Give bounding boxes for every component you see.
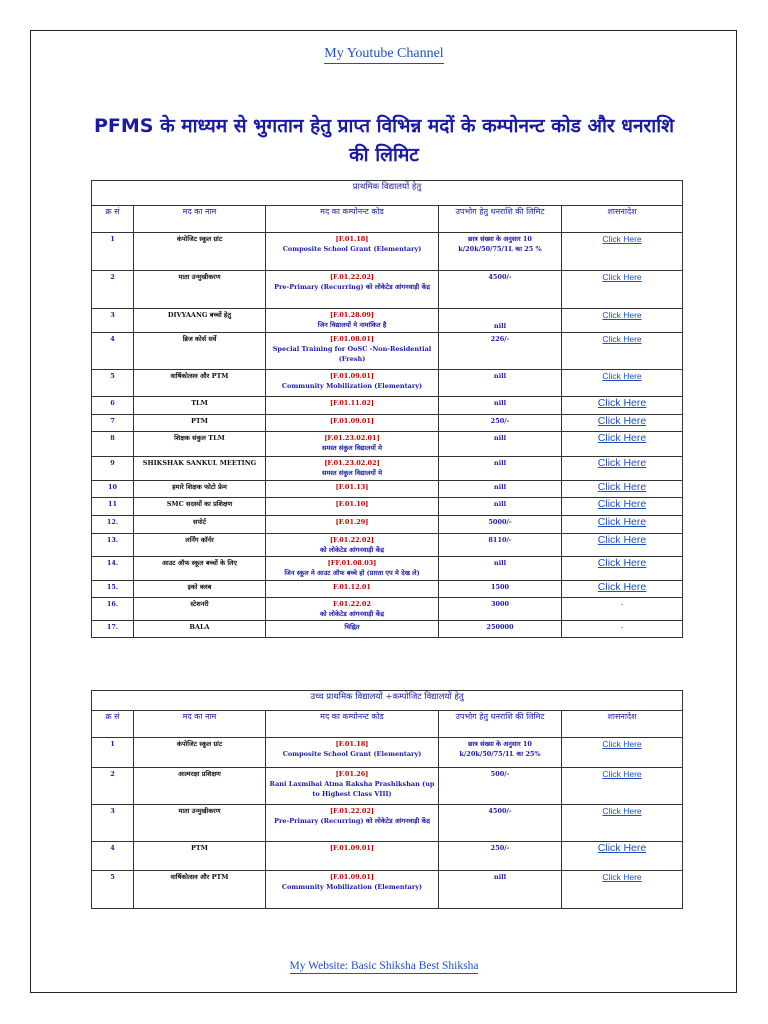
row-serial-number: 5 [92, 370, 134, 397]
col-header-component-code: मद का कम्पोनन्ट कोड [266, 711, 439, 738]
row-component-cell [266, 842, 439, 871]
row-serial-number: 17. [92, 621, 134, 638]
row-component-description: Community Mobilization (Elementary) [281, 382, 423, 390]
row-serial-number: 15. [92, 581, 134, 598]
click-here-link[interactable]: Click Here [602, 371, 642, 381]
table-row [92, 233, 683, 271]
row-serial-number: 16. [92, 598, 134, 621]
table-caption: प्राथमिक विद्यालयों हेतु [92, 181, 683, 206]
row-limit: nill [439, 457, 562, 481]
row-item-name: SHIKSHAK SANKUL MEETING [134, 457, 266, 481]
row-limit: 500/- [439, 768, 562, 805]
row-govt-order-cell [562, 309, 683, 333]
row-component-code: F.01.22.02 [333, 600, 371, 608]
row-govt-order-cell [562, 534, 683, 557]
row-govt-order-cell [562, 397, 683, 415]
click-here-link[interactable]: Click Here [597, 557, 647, 569]
row-govt-order-cell [562, 271, 683, 309]
row-govt-order-empty: - [620, 623, 624, 631]
click-here-link[interactable]: Click Here [602, 872, 642, 882]
row-component-code: [F.01.29] [335, 518, 369, 526]
row-limit: 8110/- [439, 534, 562, 557]
row-govt-order-cell [562, 581, 683, 598]
row-component-code: [F.01.23.02.02] [324, 459, 380, 467]
click-here-link[interactable]: Click Here [597, 481, 647, 493]
table-row [92, 271, 683, 309]
row-govt-order-cell [562, 516, 683, 534]
row-component-cell [266, 598, 439, 621]
row-serial-number: 6 [92, 397, 134, 415]
row-component-cell [266, 333, 439, 370]
row-limit: nill [439, 309, 562, 333]
table-row [92, 309, 683, 333]
row-govt-order-cell [562, 457, 683, 481]
row-item-name: शिक्षक संकुल TLM [134, 432, 266, 457]
row-limit: nill [439, 432, 562, 457]
row-component-code: [F.01.22.02] [329, 807, 375, 815]
row-item-name: SMC सदस्यों का प्रशिक्षण [134, 498, 266, 516]
row-component-code: [F.01.18] [335, 235, 369, 243]
row-govt-order-cell [562, 481, 683, 498]
website-link-wrap [0, 960, 768, 972]
row-component-cell [266, 309, 439, 333]
row-component-cell [266, 233, 439, 271]
page-title-line2: की लिमिट [349, 144, 419, 166]
row-item-name: माता उन्मुखीकरण [134, 271, 266, 309]
row-govt-order-cell [562, 842, 683, 871]
col-header-item-name: मद का नाम [134, 206, 266, 233]
row-serial-number: 5 [92, 871, 134, 909]
row-serial-number: 14. [92, 557, 134, 581]
row-component-cell [266, 534, 439, 557]
row-component-cell [266, 457, 439, 481]
row-component-cell [266, 432, 439, 457]
col-header-item-name: मद का नाम [134, 711, 266, 738]
table-row [92, 842, 683, 871]
row-item-name: PTM [134, 415, 266, 432]
row-component-cell [266, 516, 439, 534]
row-limit: 250000 [439, 621, 562, 638]
row-component-description: जिन विद्यालयों मे नामांकित है [317, 321, 387, 329]
row-limit: 4500/- [439, 271, 562, 309]
row-item-name: लर्निंग कॉर्नर [134, 534, 266, 557]
col-header-sn: क्र सं [92, 206, 134, 233]
table-row [92, 598, 683, 621]
row-limit: nill [439, 498, 562, 516]
row-limit: 3000 [439, 598, 562, 621]
row-component-cell [266, 370, 439, 397]
row-serial-number: 2 [92, 271, 134, 309]
row-serial-number: 1 [92, 738, 134, 768]
row-component-description: जिन स्कूल मे आउट ऑफ बच्चे हो (प्रारता एप मे देख ले) [284, 569, 420, 577]
table-row [92, 432, 683, 457]
row-component-description: Composite School Grant (Elementary) [282, 245, 422, 253]
row-serial-number: 4 [92, 333, 134, 370]
table-row [92, 481, 683, 498]
row-limit: 250/- [439, 415, 562, 432]
row-component-code: F.01.12.01 [333, 583, 371, 591]
col-header-limit: उपभोग हेतु धनराशि की लिमिट [439, 711, 562, 738]
col-header-component-code: मद का कम्पोनन्ट कोड [266, 206, 439, 233]
row-item-name: वार्षिकोत्सव और PTM [134, 370, 266, 397]
row-serial-number: 13. [92, 534, 134, 557]
row-limit: छात्र संख्या के अनुसार 10 k/20k/50/75/1L का 25 % [439, 233, 562, 271]
click-here-link[interactable]: Click Here [597, 842, 647, 854]
row-serial-number: 10 [92, 481, 134, 498]
table-row [92, 738, 683, 768]
table-row [92, 370, 683, 397]
row-component-code: [F.01.28.09] [329, 311, 375, 319]
row-item-name: सपोर्ट [134, 516, 266, 534]
row-serial-number: 7 [92, 415, 134, 432]
table-row [92, 768, 683, 805]
click-here-link[interactable]: Click Here [602, 806, 642, 816]
row-govt-order-cell [562, 415, 683, 432]
row-component-cell [266, 498, 439, 516]
table-row [92, 581, 683, 598]
click-here-link[interactable]: Click Here [602, 310, 642, 320]
row-component-code: [F.01.10] [335, 500, 369, 508]
click-here-link[interactable]: Click Here [602, 334, 642, 344]
row-item-name: PTM [134, 842, 266, 871]
row-item-name: इको क्लब [134, 581, 266, 598]
row-govt-order-cell [562, 738, 683, 768]
table-row [92, 534, 683, 557]
row-govt-order-cell [562, 370, 683, 397]
row-component-description: को लोकेटेड आंगनवाड़ी केंद्र [319, 546, 385, 554]
row-component-code: [F.01.09.01] [329, 372, 375, 380]
row-item-name: हमारे शिक्षक फोटो फ्रेम [134, 481, 266, 498]
row-govt-order-cell [562, 805, 683, 842]
table-row [92, 397, 683, 415]
row-limit: nill [439, 557, 562, 581]
row-component-cell [266, 271, 439, 309]
row-component-code: [F.01.08.01] [329, 335, 375, 343]
row-limit: 250/- [439, 842, 562, 871]
col-header-sn: क्र सं [92, 711, 134, 738]
row-govt-order-cell [562, 621, 683, 638]
row-limit: 1500 [439, 581, 562, 598]
click-here-link[interactable]: Click Here [602, 272, 642, 282]
row-limit: nill [439, 397, 562, 415]
row-serial-number: 8 [92, 432, 134, 457]
table-row [92, 498, 683, 516]
row-limit: nill [439, 871, 562, 909]
table-row [92, 333, 683, 370]
youtube-channel-link[interactable]: My Youtube Channel [324, 46, 443, 64]
click-here-link[interactable]: Click Here [597, 397, 647, 409]
row-component-cell [266, 581, 439, 598]
table-row [92, 415, 683, 432]
row-component-code: [F.01.11.02] [329, 399, 375, 407]
row-govt-order-cell [562, 233, 683, 271]
row-component-code: [F.01.23.02.01] [324, 434, 380, 442]
row-serial-number: 12. [92, 516, 134, 534]
row-serial-number: 11 [92, 498, 134, 516]
row-limit: nill [439, 481, 562, 498]
page-title [70, 112, 698, 170]
click-here-link[interactable]: Click Here [597, 581, 647, 593]
website-link[interactable]: My Website: Basic Shiksha Best Shiksha [289, 960, 479, 972]
table-row [92, 805, 683, 842]
row-component-description: Composite School Grant (Elementary) [282, 750, 422, 758]
row-govt-order-cell [562, 557, 683, 581]
row-item-name: आत्मरक्षा प्रशिक्षण [134, 768, 266, 805]
row-component-cell [266, 621, 439, 638]
click-here-link[interactable]: Click Here [597, 457, 647, 469]
upper-primary-schools-table [91, 690, 683, 909]
row-item-name: वार्षिकोत्सव और PTM [134, 871, 266, 909]
row-serial-number: 3 [92, 805, 134, 842]
row-govt-order-empty: - [620, 600, 624, 608]
row-item-name: DIVYAANG बच्चों हेतु [134, 309, 266, 333]
row-component-cell [266, 805, 439, 842]
click-here-link[interactable]: Click Here [597, 432, 647, 444]
row-item-name: आउट ऑफ स्कूल बच्चों के लिए [134, 557, 266, 581]
row-govt-order-cell [562, 498, 683, 516]
row-component-code: [F.01.09.01] [329, 873, 375, 881]
row-serial-number: 3 [92, 309, 134, 333]
row-item-name: कंपोजिट स्कूल ग्रांट [134, 233, 266, 271]
click-here-link[interactable]: Click Here [597, 415, 647, 427]
row-component-cell [266, 415, 439, 432]
click-here-link[interactable]: Click Here [602, 234, 642, 244]
row-item-name: स्टेशनरी [134, 598, 266, 621]
row-item-name: कंपोजिट स्कूल ग्रांट [134, 738, 266, 768]
col-header-limit: उपभोग हेतु धनराशि की लिमिट [439, 206, 562, 233]
row-component-code: [F.01.22.02] [329, 536, 375, 544]
click-here-link[interactable]: Click Here [597, 498, 647, 510]
row-item-name: ब्रिज कोर्स सर्वे [134, 333, 266, 370]
row-component-description: चिह्नित [344, 623, 360, 631]
row-serial-number: 4 [92, 842, 134, 871]
click-here-link[interactable]: Click Here [597, 534, 647, 546]
table-row [92, 621, 683, 638]
row-limit: 226/- [439, 333, 562, 370]
row-govt-order-cell [562, 333, 683, 370]
row-component-description: समस्त संकुल विद्यालयों मे [322, 444, 382, 452]
row-component-code: [F.01.09.01] [329, 844, 375, 852]
row-component-cell [266, 557, 439, 581]
row-component-description: को लोकेटेड आंगनवाड़ी केंद्र [319, 610, 385, 618]
row-component-description: Rani Laxmibai Atma Raksha Prashikshan (up to Highest Class VIII) [269, 780, 435, 798]
row-limit: 4500/- [439, 805, 562, 842]
table-row [92, 457, 683, 481]
row-limit: nill [439, 370, 562, 397]
row-component-cell [266, 871, 439, 909]
page-title-line1: PFMS के माध्यम से भुगतान हेतु प्राप्त विभिन्न मदों के कम्पोनन्ट कोड और धनराशि [93, 115, 675, 137]
row-govt-order-cell [562, 432, 683, 457]
row-component-code: [F.01.13] [335, 483, 369, 491]
row-item-name: माता उन्मुखीकरण [134, 805, 266, 842]
click-here-link[interactable]: Click Here [602, 769, 642, 779]
youtube-channel-link-wrap [0, 46, 768, 62]
row-serial-number: 2 [92, 768, 134, 805]
row-component-description: Special Training for OoSC -Non-Residential (Fresh) [272, 345, 432, 363]
row-limit: 5000/- [439, 516, 562, 534]
row-component-code: [F.01.26] [335, 770, 369, 778]
col-header-govt-order: शासनादेश [562, 206, 683, 233]
row-component-description: Pre-Primary (Recurring) को लोकेटेड आंगनवाड़ी केंद्र [274, 817, 430, 825]
row-component-code: [F.01.09.01] [329, 417, 375, 425]
row-component-cell [266, 738, 439, 768]
row-component-cell [266, 481, 439, 498]
row-component-description: Pre-Primary (Recurring) को लोकेटेड आंगनवाड़ी केंद्र [274, 283, 430, 291]
row-serial-number: 1 [92, 233, 134, 271]
table-row [92, 516, 683, 534]
table-row [92, 557, 683, 581]
row-component-description: समस्त संकुल विद्यालयों मे [322, 469, 382, 477]
row-component-cell [266, 768, 439, 805]
row-component-code: [FF.01.08.03] [327, 559, 377, 567]
row-govt-order-cell [562, 871, 683, 909]
row-component-code: [F.01.22.02] [329, 273, 375, 281]
row-component-description: Community Mobilization (Elementary) [281, 883, 423, 891]
row-serial-number: 9 [92, 457, 134, 481]
row-limit: छात्र संख्या के अनुसार 10 k/20k/50/75/1L का 25% [439, 738, 562, 768]
col-header-govt-order: शासनादेश [562, 711, 683, 738]
click-here-link[interactable]: Click Here [602, 739, 642, 749]
row-component-code: [F.01.18] [335, 740, 369, 748]
primary-schools-table [91, 180, 683, 638]
row-govt-order-cell [562, 598, 683, 621]
table-caption: उच्च प्राथमिक विद्यालयों +कम्पोजिट विद्यालयों हेतु [92, 691, 683, 711]
row-govt-order-cell [562, 768, 683, 805]
row-component-cell [266, 397, 439, 415]
row-item-name: TLM [134, 397, 266, 415]
row-item-name: BALA [134, 621, 266, 638]
table-row [92, 871, 683, 909]
click-here-link[interactable]: Click Here [597, 516, 647, 528]
